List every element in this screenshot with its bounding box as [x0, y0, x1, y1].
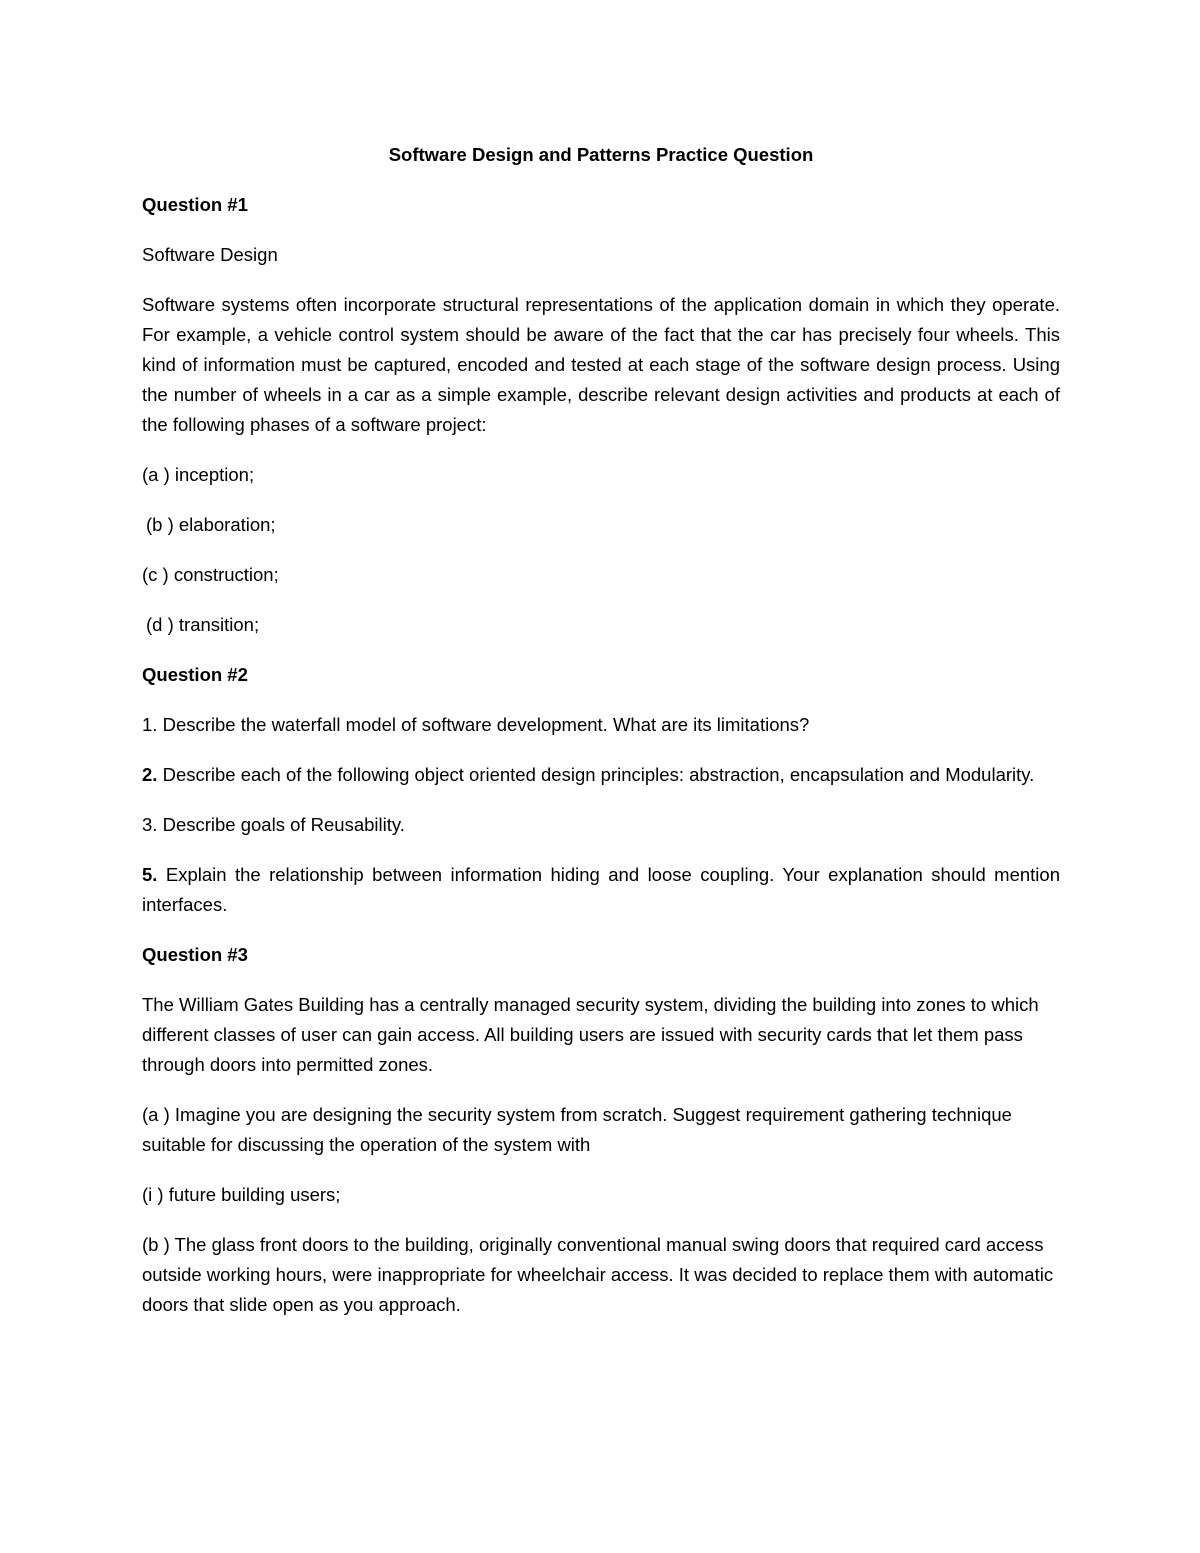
question-2-item-3-text: Describe goals of Reusability.: [157, 814, 405, 835]
document-title: Software Design and Patterns Practice Question: [388, 144, 814, 165]
question-1-item-c: (c ) construction;: [142, 564, 279, 585]
question-2-item-3: [142, 810, 1060, 840]
question-1-item-b: (b ) elaboration;: [146, 514, 276, 535]
question-1-body: Software systems often incorporate structural representations of the application domain in which they operate. For example, a vehicle control system should be aware of the fact that the car has precisely four wheels. This kind of information must be captured, encoded and tested at each stage of the software design process. Using the number of wheels in a car as a simple example, describe relevant design activities and products at each of the following phases of a software project:: [142, 294, 1060, 435]
question-3-heading: Question #3: [142, 944, 248, 965]
question-1-subheading: Software Design: [142, 244, 278, 265]
question-2-item-1: [142, 710, 1060, 740]
question-2-item-1-text: Describe the waterfall model of software development. What are its limitations?: [157, 714, 810, 735]
document-body: [142, 140, 1060, 1340]
question-2-item-5: [142, 860, 1060, 920]
question-2-item-2-text: Describe each of the following object oriented design principles: abstraction, encapsulation and Modularity.: [157, 764, 1035, 785]
question-2-item-2-number: 2.: [142, 764, 158, 785]
question-3-part-b: (b ) The glass front doors to the building, originally conventional manual swing doors that required card access outside working hours, were inappropriate for wheelchair access. It was decided to replace them with automatic doors that slide open as you approach.: [142, 1234, 1054, 1315]
question-2-item-5-number: 5.: [142, 864, 158, 885]
question-2-item-3-number: 3.: [142, 814, 158, 835]
question-3-intro: The William Gates Building has a centrally managed security system, dividing the building into zones to which different classes of user can gain access. All building users are issued with security cards that let them pass through doors into permitted zones.: [142, 994, 1039, 1075]
question-2-item-5-text: Explain the relationship between information hiding and loose coupling. Your explanation should mention interfaces.: [142, 864, 1060, 915]
question-2-heading: Question #2: [142, 664, 248, 685]
question-2-item-2: [142, 760, 1060, 790]
question-1-item-a: (a ) inception;: [142, 464, 255, 485]
question-3-part-a: (a ) Imagine you are designing the security system from scratch. Suggest requirement gathering technique suitable for discussing the operation of the system with: [142, 1104, 1012, 1155]
question-1-heading: Question #1: [142, 194, 248, 215]
question-2-item-1-number: 1.: [142, 714, 158, 735]
question-1-item-d: (d ) transition;: [146, 614, 260, 635]
question-3-part-a-i: (i ) future building users;: [142, 1184, 341, 1205]
